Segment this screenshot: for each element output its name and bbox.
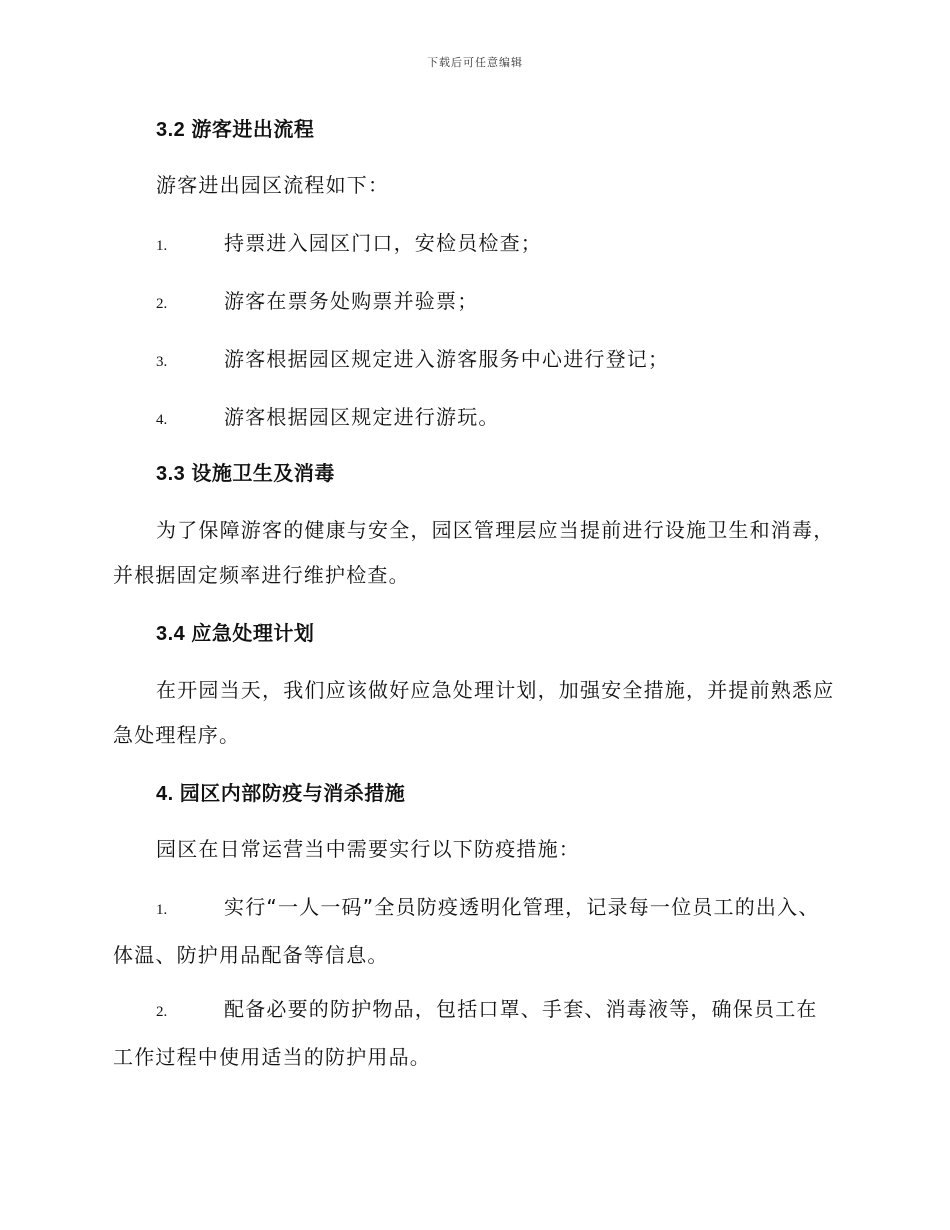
section-heading-3-3: 3.3 设施卫生及消毒 — [156, 463, 335, 485]
page-header: 下载后可任意编辑 — [427, 56, 523, 69]
list-item-number: 3. — [156, 354, 168, 370]
list-item-number: 1. — [156, 902, 168, 918]
list-item-number: 2. — [156, 1004, 168, 1020]
list-item-number: 1. — [156, 238, 168, 254]
list-item — [113, 279, 835, 327]
section-heading-3-2: 3.2 游客进出流程 — [156, 119, 315, 141]
section-heading-4: 4. 园区内部防疫与消杀措施 — [156, 783, 406, 805]
section-intro-4: 园区在日常运营当中需要实行以下防疫措施： — [156, 837, 580, 861]
list-item-number: 4. — [156, 412, 168, 428]
section-body-3-4: 在开园当天，我们应该做好应急处理计划，加强安全措施，并提前熟悉应急处理程序。 — [113, 678, 835, 747]
list-item — [113, 221, 835, 269]
list-item — [113, 337, 835, 385]
list-item-text: 游客在票务处购票并验票； — [224, 289, 479, 313]
section-intro-3-2: 游客进出园区流程如下： — [156, 173, 390, 197]
list-item-text: 配备必要的防护物品，包括口罩、手套、消毒液等，确保员工在工作过程中使用适当的防护用品。 — [113, 997, 818, 1069]
list-item — [113, 885, 835, 978]
list-item-number: 2. — [156, 296, 168, 312]
list-item — [113, 395, 835, 443]
section-body-3-3: 为了保障游客的健康与安全，园区管理层应当提前进行设施卫生和消毒，并根据固定频率进行维护检查。 — [113, 518, 835, 587]
list-item-text: 游客根据园区规定进入游客服务中心进行登记； — [224, 347, 670, 371]
list-item — [113, 987, 835, 1080]
section-heading-3-4: 3.4 应急处理计划 — [156, 623, 315, 645]
list-item-text: 持票进入园区门口，安检员检查； — [224, 231, 542, 255]
list-item-text: 实行“一人一码”全员防疫透明化管理，记录每一位员工的出入、体温、防护用品配备等信息。 — [113, 895, 820, 967]
list-item-text: 游客根据园区规定进行游玩。 — [224, 405, 500, 429]
